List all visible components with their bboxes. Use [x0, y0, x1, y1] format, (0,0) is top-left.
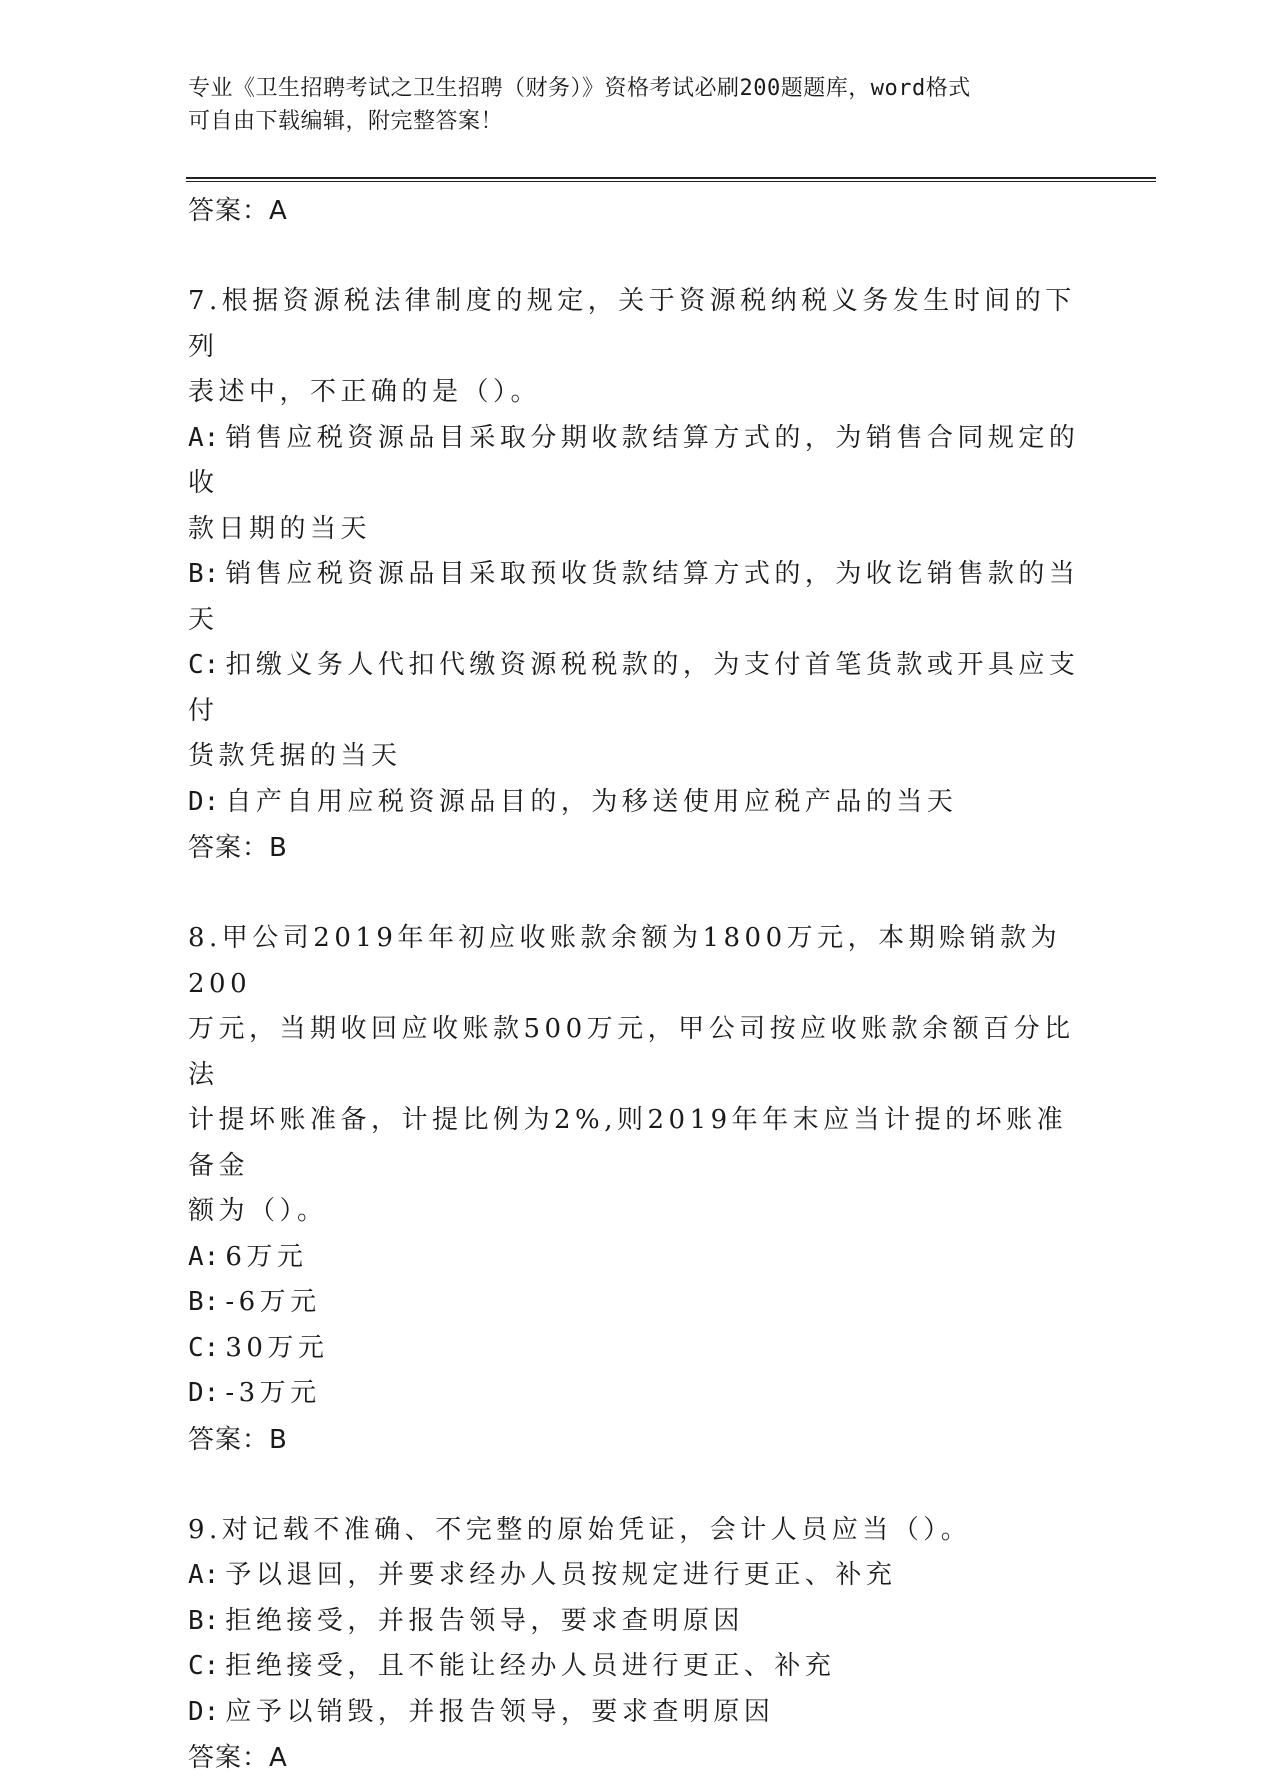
answer-line: 答案：A: [188, 1735, 1088, 1781]
option-text: 销售应税资源品目采取预收货款结算方式的，为收讫销售款的当天: [188, 559, 1079, 635]
option-a: [188, 1553, 1088, 1599]
option-a-continued: 款日期的当天: [188, 507, 1088, 553]
option-text: 拒绝接受，并报告领导，要求查明原因: [225, 1606, 744, 1636]
option-text: 30万元: [225, 1333, 328, 1363]
option-d: [188, 1690, 1088, 1736]
option-text: 自产自用应税资源品目的，为移送使用应税产品的当天: [225, 787, 957, 817]
question-stem-line: 计提坏账准备，计提比例为2%,则2019年年末应当计提的坏账准备金: [188, 1098, 1088, 1189]
page-header: [188, 72, 1068, 138]
option-text: 6万元: [225, 1242, 307, 1272]
option-c: [188, 1644, 1088, 1690]
option-text: -6万元: [225, 1287, 320, 1317]
answer-line: 答案：B: [188, 825, 1088, 871]
option-d: [188, 780, 1088, 826]
header-line-1: 专业《卫生招聘考试之卫生招聘（财务）》资格考试必刷200题题库，word格式: [188, 72, 1068, 105]
option-text: 予以退回，并要求经办人员按规定进行更正、补充: [225, 1560, 896, 1590]
header-divider: [186, 177, 1156, 182]
option-letter: B:: [188, 1287, 219, 1317]
option-letter: A:: [188, 423, 219, 453]
question-stem-line: 9.对记载不准确、不完整的原始凭证，会计人员应当（）。: [188, 1508, 1088, 1554]
question-stem-line: 表述中，不正确的是（）。: [188, 370, 1088, 416]
option-text: 销售应税资源品目采取分期收款结算方式的，为销售合同规定的收: [188, 423, 1079, 499]
option-letter: A:: [188, 1242, 219, 1272]
question-9: [188, 1508, 1088, 1781]
option-text: 应予以销毁，并报告领导，要求查明原因: [225, 1697, 774, 1727]
option-text: 拒绝接受，且不能让经办人员进行更正、补充: [225, 1651, 835, 1681]
option-c-continued: 货款凭据的当天: [188, 734, 1088, 780]
question-stem-line: 8.甲公司2019年年初应收账款余额为1800万元，本期赊销款为200: [188, 916, 1088, 1007]
option-text: 扣缴义务人代扣代缴资源税税款的，为支付首笔货款或开具应支付: [188, 650, 1079, 726]
option-letter: D:: [188, 1378, 219, 1408]
option-d: [188, 1371, 1088, 1417]
option-letter: B:: [188, 559, 219, 589]
option-a: [188, 416, 1088, 507]
previous-answer: 答案：A: [188, 188, 1088, 234]
document-body: [188, 188, 1088, 1781]
option-letter: A:: [188, 1560, 219, 1590]
option-letter: C:: [188, 1651, 219, 1681]
option-c: [188, 1326, 1088, 1372]
option-a: [188, 1235, 1088, 1281]
option-letter: D:: [188, 1697, 219, 1727]
answer-line: 答案：B: [188, 1417, 1088, 1463]
question-stem-line: 额为（）。: [188, 1189, 1088, 1235]
question-8: [188, 916, 1088, 1463]
option-letter: D:: [188, 787, 219, 817]
question-stem-line: 7.根据资源税法律制度的规定，关于资源税纳税义务发生时间的下列: [188, 279, 1088, 370]
option-c: [188, 643, 1088, 734]
question-7: [188, 279, 1088, 871]
option-b: [188, 552, 1088, 643]
option-letter: C:: [188, 1333, 219, 1363]
question-stem-line: 万元，当期收回应收账款500万元，甲公司按应收账款余额百分比法: [188, 1007, 1088, 1098]
option-b: [188, 1280, 1088, 1326]
option-b: [188, 1599, 1088, 1645]
header-line-2: 可自由下载编辑，附完整答案！: [188, 105, 1068, 138]
option-letter: B:: [188, 1606, 219, 1636]
option-text: -3万元: [225, 1378, 320, 1408]
option-letter: C:: [188, 650, 219, 680]
